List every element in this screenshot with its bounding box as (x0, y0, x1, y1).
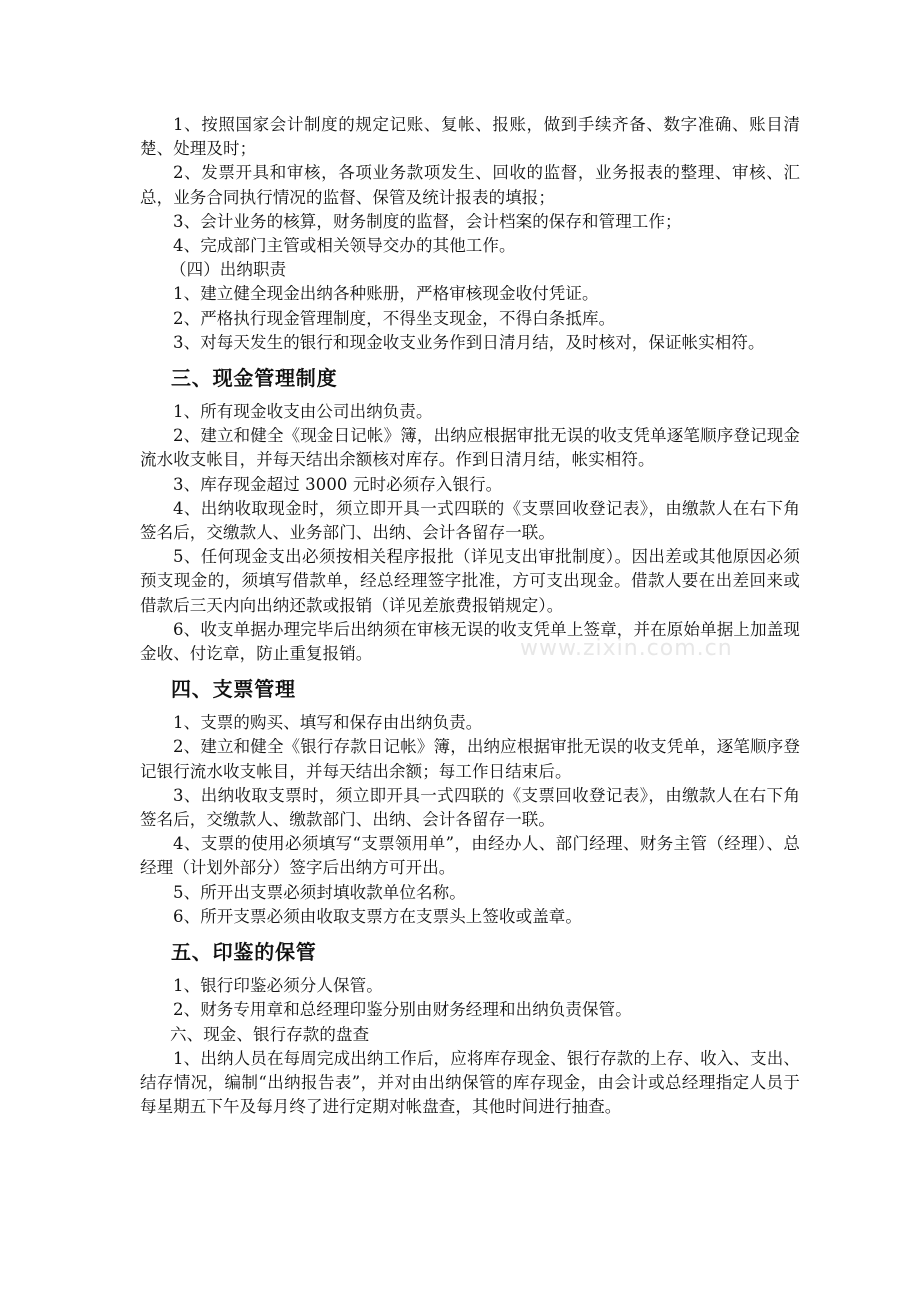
cash-management-item-5: 5、任何现金支出必须按相关程序报批（详见支出审批制度）。因出差或其他原因必须预支现金的，须填写借款单，经总经理签字批准，方可支出现金。借款人要在出差回来或借款后三天内向出纳还款或报销（详见差旅费报销规定）。 (140, 547, 800, 615)
cash-management-item-3: 3、库存现金超过 3000 元时必须存入银行。 (173, 474, 503, 494)
cheque-management-item-4: 4、支票的使用必须填写“支票领用单”，由经办人、部门经理、财务主管（经理）、总经理（计划外部分）签字后出纳方可开出。 (140, 834, 800, 878)
cash-management-item-4: 4、出纳收取现金时，须立即开具一式四联的《支票回收登记表》，由缴款人在右下角签名后，交缴款人、业务部门、出纳、会计各留存一联。 (140, 498, 800, 543)
cheque-management-item-5: 5、所开出支票必须封填收款单位名称。 (173, 882, 466, 902)
cash-bank-audit-heading: 六、现金、银行存款的盘查 (170, 1024, 370, 1044)
seal-custody-item-1: 1、银行印鉴必须分人保管。 (173, 976, 383, 996)
section-seal-custody-heading: 五、印鉴的保管 (171, 940, 317, 965)
cash-management-item-1: 1、所有现金收支由公司出纳负责。 (173, 402, 433, 422)
cashier-duties-heading: （四）出纳职责 (170, 260, 287, 280)
intro-item-4: 4、完成部门主管或相关领导交办的其他工作。 (173, 236, 516, 256)
section-cash-management-heading: 三、现金管理制度 (171, 366, 338, 391)
cash-management-item-6: 6、收支单据办理完毕后出纳须在审核无误的收支凭单上签章，并在原始单据上加盖现金收、付讫章，防止重复报销。 (140, 619, 800, 664)
intro-item-3: 3、会计业务的核算，财务制度的监督，会计档案的保存和管理工作； (173, 211, 682, 231)
cheque-management-item-2: 2、建立和健全《银行存款日记帐》簿，出纳应根据审批无误的收支凭单，逐笔顺序登记银行流水收支帐目，并每天结出余额；每工作日结束后。 (140, 737, 800, 781)
watermark-text: www.zixin.com.cn (520, 636, 733, 661)
cash-bank-audit-item-1: 1、出纳人员在每周完成出纳工作后，应将库存现金、银行存款的上存、收入、支出、结存情况，编制“出纳报告表”，并对由出纳保管的库存现金，由会计或总经理指定人员于每星期五下午及每月终了进行定期对帐盘查，其他时间进行抽查。 (140, 1048, 800, 1117)
section-cheque-management-heading: 四、支票管理 (171, 677, 296, 702)
cheque-management-item-6: 6、所开支票必须由收取支票方在支票头上签收或盖章。 (173, 906, 582, 926)
cashier-item-3: 3、对每天发生的银行和现金收支业务作到日清月结，及时核对，保证帐实相符。 (173, 332, 765, 352)
cheque-management-item-1: 1、支票的购买、填写和保存由出纳负责。 (173, 713, 483, 733)
cheque-management-item-3: 3、出纳收取支票时，须立即开具一式四联的《支票回收登记表》，由缴款人在右下角签名后，交缴款人、缴款部门、出纳、会计各留存一联。 (140, 785, 800, 830)
cashier-item-1: 1、建立健全现金出纳各种账册，严格审核现金收付凭证。 (173, 284, 599, 304)
document-body (140, 113, 800, 1119)
cashier-item-2: 2、严格执行现金管理制度，不得坐支现金，不得白条抵库。 (173, 308, 616, 328)
seal-custody-item-2: 2、财务专用章和总经理印鉴分别由财务经理和出纳负责保管。 (173, 1000, 632, 1020)
intro-item-2: 2、发票开具和审核，各项业务款项发生、回收的监督，业务报表的整理、审核、汇总，业务合同执行情况的监督、保管及统计报表的填报； (140, 163, 800, 207)
intro-item-1: 1、按照国家会计制度的规定记账、复帐、报账，做到手续齐备、数字准确、账目清楚、处理及时； (140, 115, 800, 159)
cash-management-item-2: 2、建立和健全《现金日记帐》簿，出纳应根据审批无误的收支凭单逐笔顺序登记现金流水收支帐目，并每天结出余额核对库存。作到日清月结，帐实相符。 (140, 426, 800, 470)
